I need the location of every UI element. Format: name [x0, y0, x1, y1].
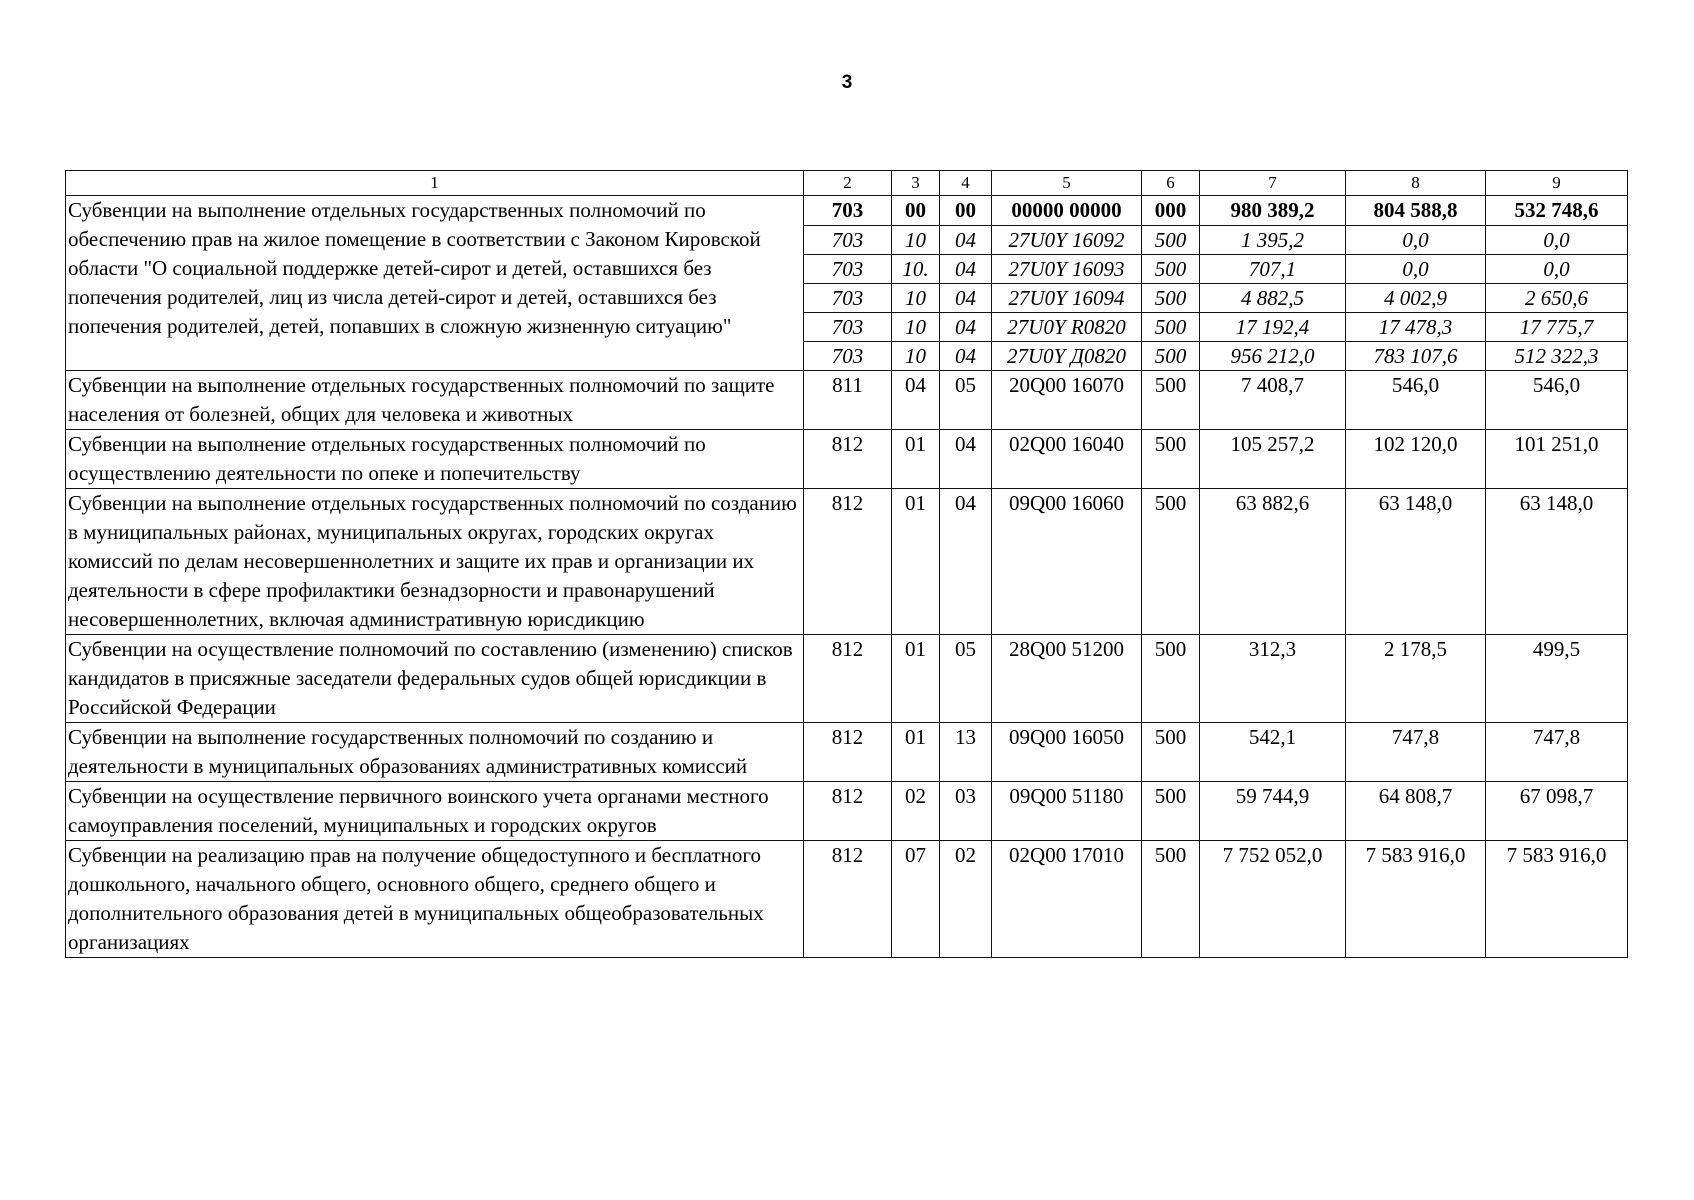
table-cell: 7 408,7 [1200, 371, 1346, 430]
table-cell: 27U0Y Д0820 [992, 342, 1142, 371]
table-cell: 102 120,0 [1346, 430, 1486, 489]
table-cell: 04 [940, 489, 992, 635]
table-cell: 01 [892, 489, 940, 635]
table-row [66, 371, 1628, 430]
table-cell: 000 [1142, 196, 1200, 226]
table-cell: 02Q00 17010 [992, 841, 1142, 958]
table-cell: 0,0 [1346, 226, 1486, 255]
table-cell: 500 [1142, 284, 1200, 313]
table-cell: 01 [892, 430, 940, 489]
table-row [66, 841, 1628, 958]
table-cell: 812 [804, 841, 892, 958]
table-cell: 703 [804, 226, 892, 255]
table-cell: 00 [940, 196, 992, 226]
table-cell: 63 148,0 [1486, 489, 1628, 635]
table-cell: 4 882,5 [1200, 284, 1346, 313]
table-cell: 1 395,2 [1200, 226, 1346, 255]
table-cell: 956 212,0 [1200, 342, 1346, 371]
table-cell: 17 775,7 [1486, 313, 1628, 342]
table-cell: 04 [940, 226, 992, 255]
table-cell: 532 748,6 [1486, 196, 1628, 226]
table-cell: 703 [804, 255, 892, 284]
table-cell: 500 [1142, 371, 1200, 430]
table-cell: 27U0Y R0820 [992, 313, 1142, 342]
table-cell: 05 [940, 635, 992, 723]
row-description: Субвенции на осуществление первичного воинского учета органами местного самоуправления поселений, муниципальных и городских округов [66, 782, 804, 841]
table-cell: 500 [1142, 635, 1200, 723]
table-cell: 10 [892, 226, 940, 255]
table-cell: 812 [804, 430, 892, 489]
table-cell: 02 [940, 841, 992, 958]
column-number-row [66, 171, 1628, 196]
table-cell: 09Q00 16060 [992, 489, 1142, 635]
table-cell: 101 251,0 [1486, 430, 1628, 489]
table-cell: 542,1 [1200, 723, 1346, 782]
table-cell: 04 [940, 342, 992, 371]
column-header: 8 [1346, 171, 1486, 196]
table-cell: 01 [892, 635, 940, 723]
table-cell: 04 [892, 371, 940, 430]
table-cell: 783 107,6 [1346, 342, 1486, 371]
table-cell: 04 [940, 430, 992, 489]
table-cell: 546,0 [1486, 371, 1628, 430]
table-cell: 703 [804, 284, 892, 313]
table-cell: 63 882,6 [1200, 489, 1346, 635]
table-cell: 64 808,7 [1346, 782, 1486, 841]
table-cell: 703 [804, 196, 892, 226]
table-cell: 499,5 [1486, 635, 1628, 723]
table-cell: 59 744,9 [1200, 782, 1346, 841]
table-cell: 312,3 [1200, 635, 1346, 723]
table-cell: 17 478,3 [1346, 313, 1486, 342]
table-cell: 04 [940, 313, 992, 342]
table-cell: 01 [892, 723, 940, 782]
column-header: 4 [940, 171, 992, 196]
table-row [66, 782, 1628, 841]
row-description: Субвенции на выполнение отдельных государственных полномочий по обеспечению прав на жилое помещение в соответствии с Законом Кировской области "О социальной поддержке детей-сирот и детей, оставшихся без попечения родителей, лиц из числа детей-сирот и детей, оставшихся без попечения родителей, детей, попавших в сложную жизненную ситуацию" [66, 196, 804, 371]
table-cell: 512 322,3 [1486, 342, 1628, 371]
table-cell: 02Q00 16040 [992, 430, 1142, 489]
table-cell: 500 [1142, 782, 1200, 841]
budget-table [65, 170, 1628, 958]
table-cell: 747,8 [1346, 723, 1486, 782]
table-cell: 03 [940, 782, 992, 841]
table-cell: 20Q00 16070 [992, 371, 1142, 430]
column-header: 6 [1142, 171, 1200, 196]
table-cell: 500 [1142, 723, 1200, 782]
group-total-row [66, 196, 1628, 226]
table-cell: 812 [804, 489, 892, 635]
table-cell: 04 [940, 284, 992, 313]
table-cell: 500 [1142, 841, 1200, 958]
table-cell: 500 [1142, 430, 1200, 489]
table-cell: 07 [892, 841, 940, 958]
column-header: 7 [1200, 171, 1346, 196]
table-cell: 10 [892, 313, 940, 342]
table-cell: 804 588,8 [1346, 196, 1486, 226]
table-cell: 500 [1142, 489, 1200, 635]
table-cell: 7 583 916,0 [1346, 841, 1486, 958]
table-cell: 707,1 [1200, 255, 1346, 284]
column-header: 9 [1486, 171, 1628, 196]
table-cell: 0,0 [1346, 255, 1486, 284]
table-cell: 812 [804, 723, 892, 782]
table-cell: 02 [892, 782, 940, 841]
table-cell: 500 [1142, 342, 1200, 371]
table-row [66, 430, 1628, 489]
table-cell: 17 192,4 [1200, 313, 1346, 342]
table-cell: 05 [940, 371, 992, 430]
row-description: Субвенции на осуществление полномочий по составлению (изменению) списков кандидатов в присяжные заседатели федеральных судов общей юрисдикции в Российской Федерации [66, 635, 804, 723]
table-cell: 63 148,0 [1346, 489, 1486, 635]
column-header: 3 [892, 171, 940, 196]
page-number: 3 [841, 72, 853, 93]
table-cell: 27U0Y 16094 [992, 284, 1142, 313]
row-description: Субвенции на выполнение отдельных государственных полномочий по защите населения от болезней, общих для человека и животных [66, 371, 804, 430]
table-cell: 500 [1142, 226, 1200, 255]
column-header: 1 [66, 171, 804, 196]
table-cell: 09Q00 51180 [992, 782, 1142, 841]
table-row [66, 635, 1628, 723]
row-description: Субвенции на выполнение отдельных государственных полномочий по созданию в муниципальных районах, муниципальных округах, городских округах комиссий по делам несовершеннолетних и защите их прав и организации их деятельности в сфере профилактики безнадзорности и правонарушений несовершеннолетних, включая административную юрисдикцию [66, 489, 804, 635]
table-cell: 500 [1142, 255, 1200, 284]
column-header: 5 [992, 171, 1142, 196]
row-description: Субвенции на выполнение государственных полномочий по созданию и деятельности в муниципальных образованиях административных комиссий [66, 723, 804, 782]
table-cell: 811 [804, 371, 892, 430]
table-cell: 10 [892, 284, 940, 313]
column-header: 2 [804, 171, 892, 196]
table-cell: 28Q00 51200 [992, 635, 1142, 723]
table-cell: 0,0 [1486, 255, 1628, 284]
table-cell: 546,0 [1346, 371, 1486, 430]
table-cell: 10. [892, 255, 940, 284]
table-cell: 7 583 916,0 [1486, 841, 1628, 958]
table-cell: 703 [804, 342, 892, 371]
table-cell: 27U0Y 16093 [992, 255, 1142, 284]
table-cell: 04 [940, 255, 992, 284]
table-cell: 00000 00000 [992, 196, 1142, 226]
table-cell: 67 098,7 [1486, 782, 1628, 841]
table-cell: 105 257,2 [1200, 430, 1346, 489]
table-cell: 09Q00 16050 [992, 723, 1142, 782]
table-cell: 812 [804, 782, 892, 841]
row-description: Субвенции на выполнение отдельных государственных полномочий по осуществлению деятельности по опеке и попечительству [66, 430, 804, 489]
table-cell: 00 [892, 196, 940, 226]
table-cell: 703 [804, 313, 892, 342]
table-cell: 2 178,5 [1346, 635, 1486, 723]
table-cell: 812 [804, 635, 892, 723]
row-description: Субвенции на реализацию прав на получение общедоступного и бесплатного дошкольного, начального общего, основного общего, среднего общего и дополнительного образования детей в муниципальных общеобразовательных организациях [66, 841, 804, 958]
table-cell: 980 389,2 [1200, 196, 1346, 226]
table-row [66, 723, 1628, 782]
table-cell: 27U0Y 16092 [992, 226, 1142, 255]
table-cell: 500 [1142, 313, 1200, 342]
table-cell: 2 650,6 [1486, 284, 1628, 313]
table-cell: 0,0 [1486, 226, 1628, 255]
table-cell: 4 002,9 [1346, 284, 1486, 313]
table-cell: 10 [892, 342, 940, 371]
table-row [66, 489, 1628, 635]
table-cell: 747,8 [1486, 723, 1628, 782]
table-cell: 7 752 052,0 [1200, 841, 1346, 958]
table-cell: 13 [940, 723, 992, 782]
